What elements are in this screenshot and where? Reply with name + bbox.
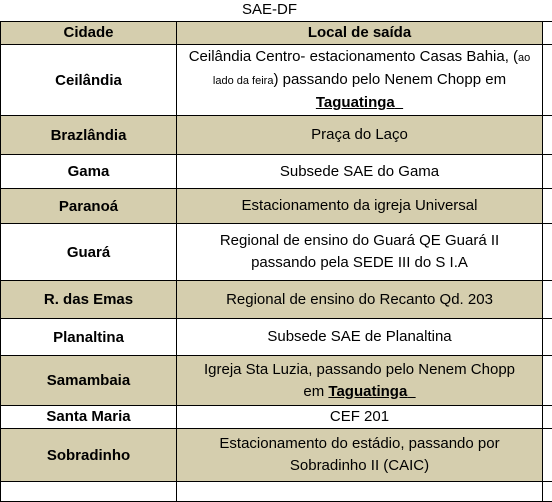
- header-row: [1, 22, 552, 45]
- city-cell: Guará: [1, 224, 177, 281]
- city-cell: Samambaia: [1, 356, 177, 406]
- table-row: [1, 45, 552, 116]
- location-underline-tail: [395, 94, 403, 111]
- location-line: Regional de ensino do Guará QE Guará II: [181, 230, 538, 252]
- row-stub: [543, 429, 552, 482]
- table-row: [1, 429, 552, 482]
- departure-table: [0, 21, 552, 502]
- row-stub: [543, 281, 552, 319]
- row-stub: [543, 45, 552, 116]
- location-cell: Subsede SAE do Gama: [177, 155, 543, 189]
- location-line: [181, 381, 538, 403]
- table-row: [1, 189, 552, 224]
- row-stub: [543, 116, 552, 155]
- row-stub: [543, 224, 552, 281]
- location-line: Estacionamento do estádio, passando por: [181, 433, 538, 455]
- location-text: em: [303, 383, 328, 400]
- location-note: ao lado da feira: [213, 52, 530, 87]
- table-row: [1, 406, 552, 429]
- city-cell: Gama: [1, 155, 177, 189]
- caption-text: SAE-DF: [242, 0, 297, 20]
- row-stub: [543, 356, 552, 406]
- location-cell: Subsede SAE de Planaltina: [177, 319, 543, 356]
- header-city: Cidade: [1, 22, 177, 45]
- location-cell: Regional de ensino do Recanto Qd. 203: [177, 281, 543, 319]
- row-stub: [543, 155, 552, 189]
- location-cell: CEF 201: [177, 406, 543, 429]
- table-row: [1, 224, 552, 281]
- table-row-empty: [1, 482, 552, 502]
- table-row: [1, 116, 552, 155]
- header-stub: [543, 22, 552, 45]
- location-cell: [177, 224, 543, 281]
- empty-cell: [1, 482, 177, 502]
- location-line: Igreja Sta Luzia, passando pelo Nenem Chopp: [181, 359, 538, 381]
- city-cell: R. das Emas: [1, 281, 177, 319]
- city-cell: Brazlândia: [1, 116, 177, 155]
- location-highlight: Taguatinga: [328, 383, 407, 400]
- location-text: ) passando pelo Nenem Chopp em: [273, 71, 506, 88]
- location-text: Ceilândia Centro- estacionamento Casas Bahia, (: [189, 48, 518, 65]
- location-highlight: Taguatinga: [316, 94, 395, 111]
- location-cell: Estacionamento da igreja Universal: [177, 189, 543, 224]
- row-stub: [543, 319, 552, 356]
- city-cell: Sobradinho: [1, 429, 177, 482]
- header-location: Local de saída: [177, 22, 543, 45]
- location-line: passando pela SEDE III do S I.A: [181, 252, 538, 274]
- table-row: [1, 155, 552, 189]
- location-cell: Praça do Laço: [177, 116, 543, 155]
- table-row: [1, 356, 552, 406]
- row-stub: [543, 406, 552, 429]
- table-row: [1, 281, 552, 319]
- city-cell: Paranoá: [1, 189, 177, 224]
- location-cell: [177, 429, 543, 482]
- location-underline-tail: [407, 383, 415, 400]
- location-line: Sobradinho II (CAIC): [181, 455, 538, 477]
- city-cell: Planaltina: [1, 319, 177, 356]
- empty-cell: [177, 482, 543, 502]
- city-cell: Ceilândia: [1, 45, 177, 116]
- table-row: [1, 319, 552, 356]
- table-caption: [0, 0, 552, 20]
- row-stub: [543, 482, 552, 502]
- city-cell: Santa Maria: [1, 406, 177, 429]
- location-cell: [177, 356, 543, 406]
- row-stub: [543, 189, 552, 224]
- location-cell: [177, 45, 543, 116]
